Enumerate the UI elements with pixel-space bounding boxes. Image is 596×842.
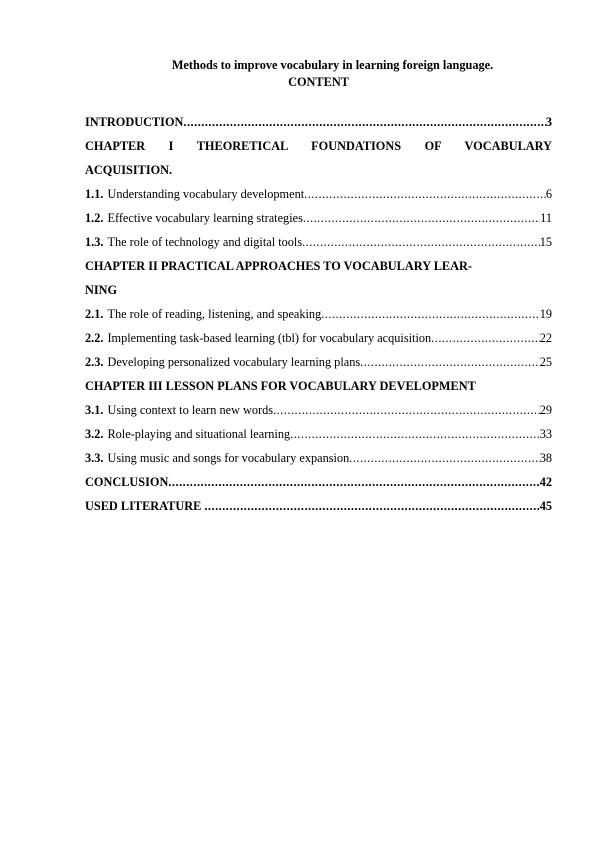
chapter-heading-1: CHAPTER I THEORETICAL FOUNDATIONS OF VOCABULARY	[85, 139, 552, 153]
toc-page-number: 42	[539, 475, 552, 489]
toc-entry-2-2	[85, 326, 552, 350]
document-title: Methods to improve vocabulary in learning foreign language.	[171, 58, 494, 72]
toc-entry-label: Effective vocabulary learning strategies	[107, 211, 303, 225]
toc-entry-label: Using context to learn new words	[107, 403, 274, 417]
toc-entry-label: CONCLUSION	[85, 475, 169, 489]
chapter-heading-2-continuation: NING	[85, 283, 118, 297]
toc-page-number: 45	[539, 499, 552, 513]
toc-entry-2-1	[85, 302, 552, 326]
section-number: 3.2.	[85, 427, 104, 441]
contents-heading: CONTENT	[288, 75, 349, 89]
section-number: 2.1.	[85, 307, 104, 321]
dot-leader	[183, 110, 545, 134]
toc-entry-label: Role-playing and situational learning	[107, 427, 291, 441]
chapter-heading-1-continuation: ACQUISITION.	[85, 163, 173, 177]
toc-page-number: 15	[539, 235, 552, 249]
dot-leader	[168, 470, 539, 494]
toc-entry-label: The role of technology and digital tools	[107, 235, 303, 249]
section-number: 3.1.	[85, 403, 104, 417]
dot-leader	[302, 230, 540, 254]
toc-entry-3-1	[85, 398, 552, 422]
toc-page-number: 6	[545, 187, 552, 201]
section-number: 1.3.	[85, 235, 104, 249]
toc-page-number: 25	[539, 355, 552, 369]
dot-leader	[303, 206, 540, 230]
section-number: 1.2.	[85, 211, 104, 225]
dot-leader	[349, 446, 539, 470]
toc-entry-used-literature	[85, 494, 552, 518]
chapter-heading-2: CHAPTER II PRACTICAL APPROACHES TO VOCABULARY LEAR-	[85, 259, 472, 273]
section-number: 1.1.	[85, 187, 104, 201]
toc-entry-label: Developing personalized vocabulary learning plans	[107, 355, 361, 369]
toc-entry-3-3	[85, 446, 552, 470]
toc-entry-2-3	[85, 350, 552, 374]
toc-page-number: 29	[539, 403, 552, 417]
toc-entry-label: INTRODUCTION	[85, 115, 184, 129]
dot-leader	[360, 350, 540, 374]
toc-entry-3-2	[85, 422, 552, 446]
toc-page-number: 38	[539, 451, 552, 465]
toc-page-number: 22	[539, 331, 552, 345]
section-number: 3.3.	[85, 451, 104, 465]
table-of-contents	[85, 110, 552, 518]
toc-entry-label: Understanding vocabulary development	[107, 187, 305, 201]
toc-entry-introduction	[85, 110, 552, 134]
toc-entry-conclusion	[85, 470, 552, 494]
toc-entry-label: Using music and songs for vocabulary expansion	[107, 451, 350, 465]
toc-entry-1-2	[85, 206, 552, 230]
dot-leader	[431, 326, 540, 350]
toc-page-number: 11	[540, 211, 552, 225]
dot-leader	[304, 182, 546, 206]
toc-entry-1-1	[85, 182, 552, 206]
chapter-heading-3: CHAPTER III LESSON PLANS FOR VOCABULARY DEVELOPMENT	[85, 379, 476, 393]
dot-leader	[273, 398, 540, 422]
section-number: 2.2.	[85, 331, 104, 345]
dot-leader	[204, 494, 539, 518]
toc-page-number: 33	[539, 427, 552, 441]
section-number: 2.3.	[85, 355, 104, 369]
toc-page-number: 19	[539, 307, 552, 321]
toc-page-number: 3	[545, 115, 552, 129]
toc-entry-label: The role of reading, listening, and speaking	[107, 307, 322, 321]
toc-entry-1-3	[85, 230, 552, 254]
toc-entry-label: Implementing task-based learning (tbl) for vocabulary acquisition	[107, 331, 432, 345]
toc-entry-label: USED LITERATURE	[85, 499, 205, 513]
dot-leader	[290, 422, 540, 446]
dot-leader	[321, 302, 539, 326]
